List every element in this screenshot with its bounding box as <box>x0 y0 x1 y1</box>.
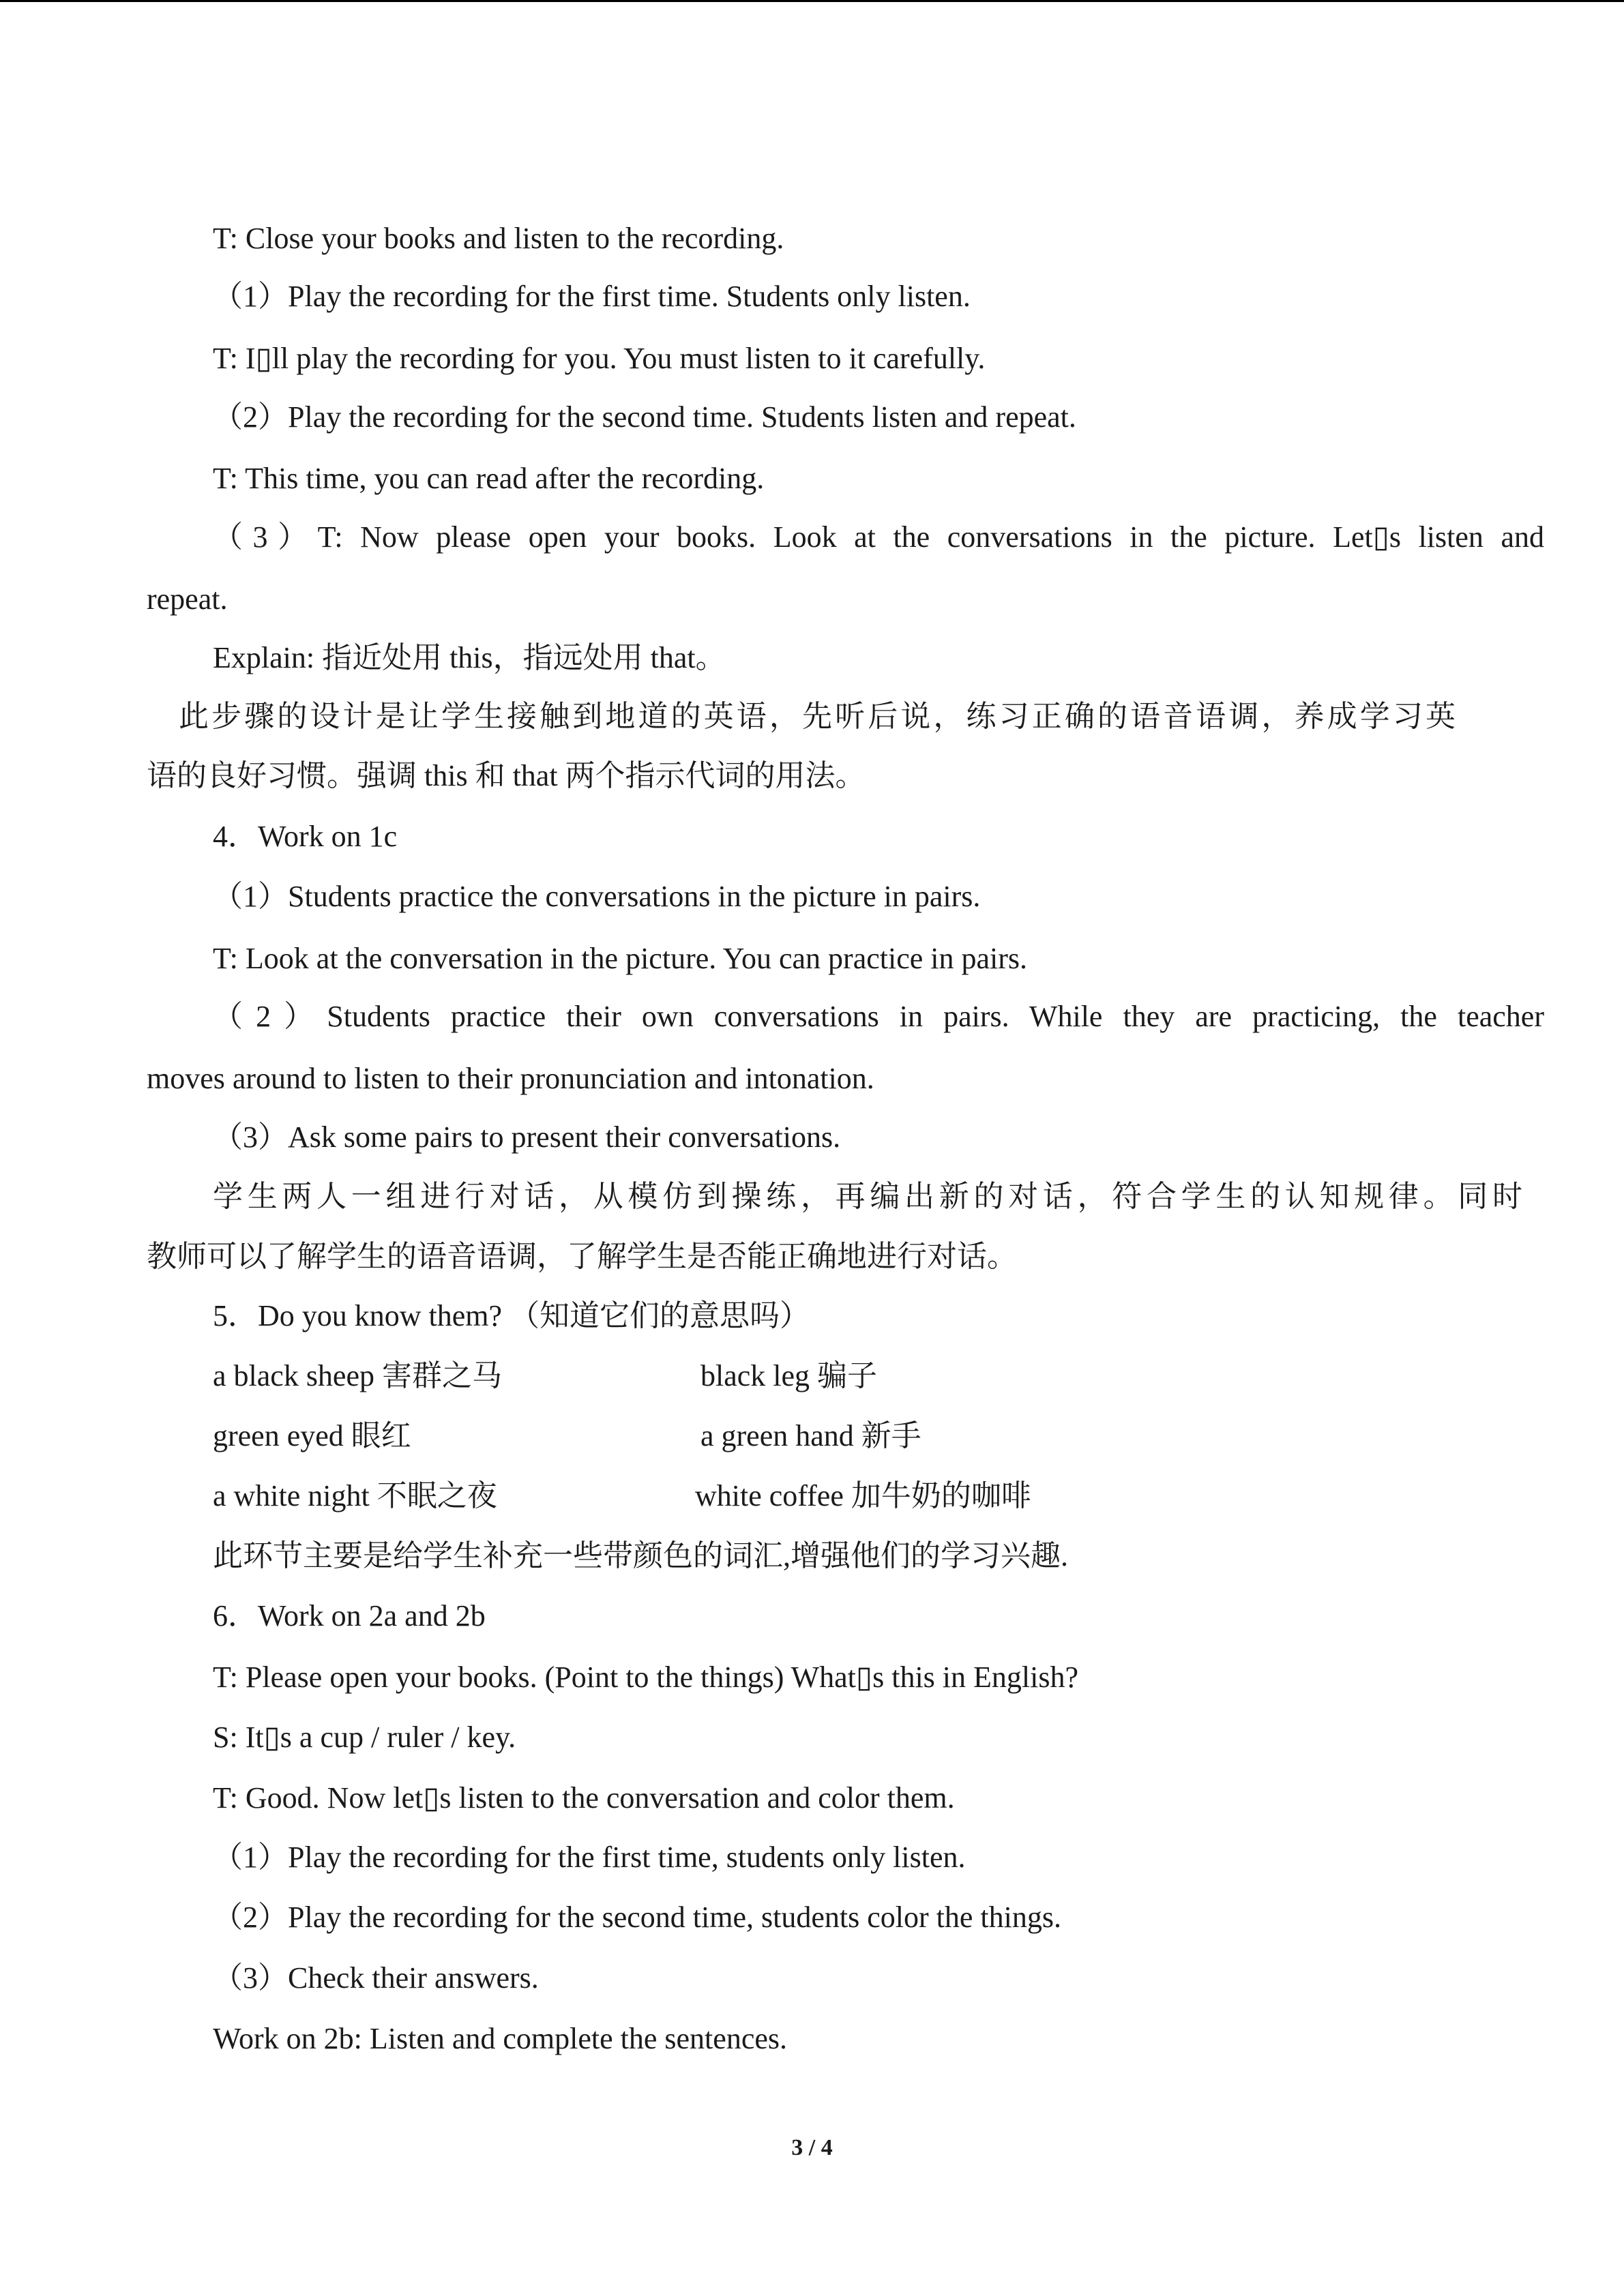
vocab-term: black leg 骗子 <box>700 1359 878 1392</box>
text-line: moves around to listen to their pronunciation and intonation. <box>147 1062 874 1095</box>
text-line: repeat. <box>147 582 228 616</box>
page-number: 3 / 4 <box>791 2135 833 2160</box>
text-line: 此环节主要是给学生补充一些带颜色的词汇,增强他们的学习兴趣. <box>213 1539 1068 1572</box>
text-line: T: Please open your books. (Point to the things) What▯s this in English? <box>213 1660 1078 1694</box>
text-line: 4．Work on 1c <box>213 820 398 853</box>
text-line: T: Good. Now let▯s listen to the conversation and color them. <box>213 1781 955 1815</box>
text-line: T: I▯ll play the recording for you. You must listen to it carefully. <box>213 342 986 375</box>
text-line: （1）Play the recording for the first time. Students only listen. <box>213 280 971 313</box>
text-line: 此步骤的设计是让学生接触到地道的英语，先听后说，练习正确的语音语调，养成学习英 <box>179 700 1456 733</box>
text-line: 5．Do you know them? （知道它们的意思吗） <box>213 1299 810 1332</box>
text-line: Explain: 指近处用 this，指远处用 that。 <box>213 641 726 674</box>
text-line: （2）Play the recording for the second time. Students listen and repeat. <box>213 400 1076 434</box>
text-line: （1）Students practice the conversations in the picture in pairs. <box>213 880 981 913</box>
text-line: （1）Play the recording for the first time, students only listen. <box>213 1840 966 1874</box>
text-line: （3）Ask some pairs to present their conversations. <box>213 1120 841 1154</box>
text-line: 6．Work on 2a and 2b <box>213 1599 486 1632</box>
text-line: （3）Check their answers. <box>213 1961 539 1995</box>
vocab-term: white coffee 加牛奶的咖啡 <box>695 1479 1031 1512</box>
text-line: 教师可以了解学生的语音语调，了解学生是否能正确地进行对话。 <box>147 1240 1017 1273</box>
text-line: S: It▯s a cup / ruler / key. <box>213 1720 516 1754</box>
text-line: T: Close your books and listen to the recording. <box>213 222 784 255</box>
top-border-rule <box>0 0 1624 2</box>
vocab-term: green eyed 眼红 <box>213 1419 411 1452</box>
text-line: T: This time, you can read after the recording. <box>213 462 765 495</box>
text-line: （2）Students practice their own conversations in pairs. While they are practicing, the teacher <box>213 1000 1544 1033</box>
text-line: （2）Play the recording for the second time, students color the things. <box>213 1900 1061 1934</box>
vocab-term: a white night 不眠之夜 <box>213 1479 497 1512</box>
vocab-term: a green hand 新手 <box>700 1419 921 1452</box>
text-line: Work on 2b: Listen and complete the sentences. <box>213 2022 787 2055</box>
text-line: 学生两人一组进行对话，从模仿到操练，再编出新的对话，符合学生的认知规律。同时 <box>213 1180 1522 1213</box>
vocab-term: a black sheep 害群之马 <box>213 1359 502 1392</box>
text-line: T: Look at the conversation in the picture. You can practice in pairs. <box>213 942 1028 975</box>
text-line: 语的良好习惯。强调 this 和 that 两个指示代词的用法。 <box>147 759 866 792</box>
text-line: （3）T: Now please open your books. Look at the conversations in the picture. Let▯s listen and <box>213 520 1544 554</box>
